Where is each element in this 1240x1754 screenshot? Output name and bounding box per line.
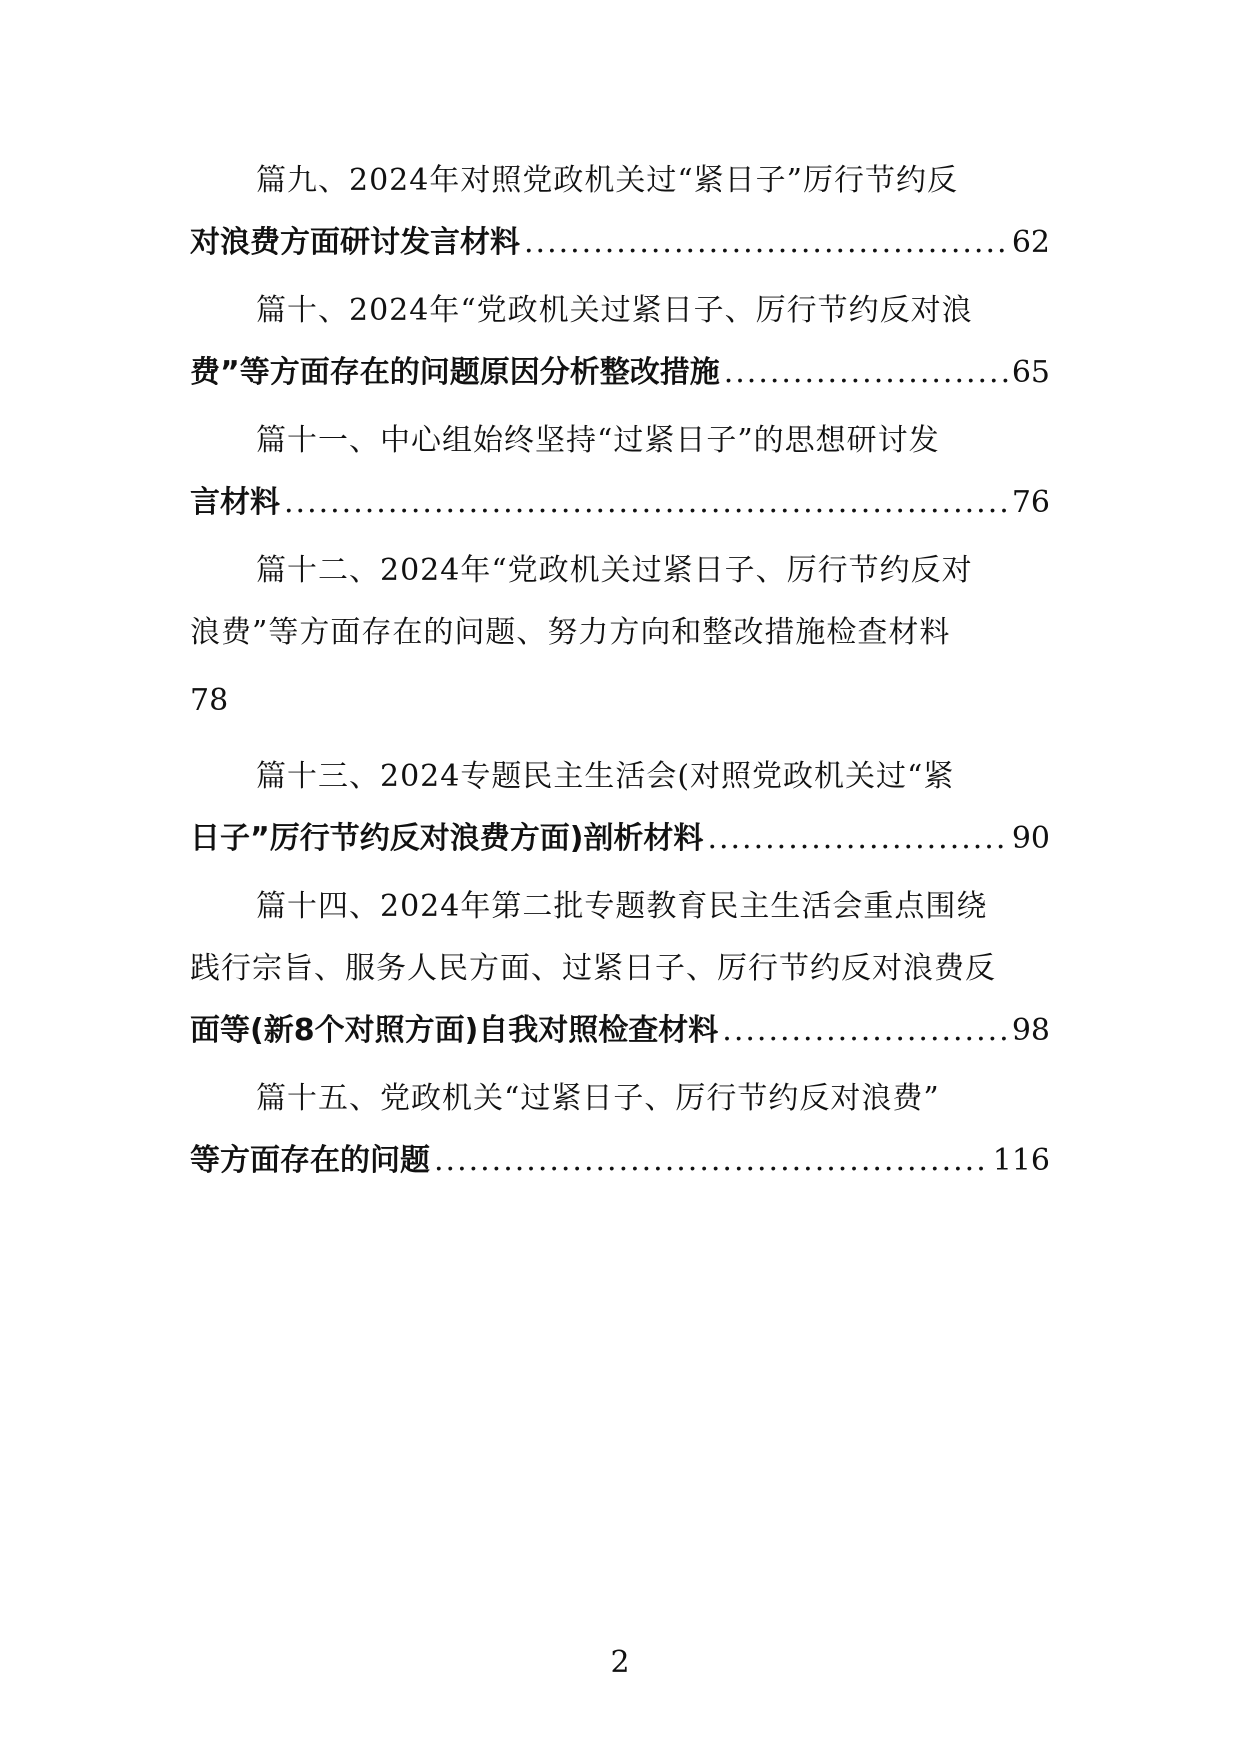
toc-entry-title: 篇十五、党政机关“过紧日子、厉行节约反对浪费”: [256, 1081, 940, 1116]
toc-entry-title: 篇十二、2024年“党政机关过紧日子、厉行节约反对: [256, 553, 973, 588]
toc-entry-title: 篇九、2024年对照党政机关过“紧日子”厉行节约反: [256, 163, 959, 198]
toc-entry-continuation: [190, 472, 1050, 534]
toc-entry-title: 篇十四、2024年第二批专题教育民主生活会重点围绕: [256, 889, 988, 924]
toc-entry-continuation: [190, 212, 1050, 274]
toc-entry-continuation: [190, 342, 1050, 404]
page-number-footer: 2: [610, 1645, 630, 1680]
toc-entry[interactable]: [190, 876, 1050, 1062]
toc-leader-dots: [707, 808, 1007, 870]
toc-entry-text: 言材料: [190, 485, 280, 520]
toc-entry[interactable]: [190, 410, 1050, 534]
toc-entry-text: 面等(新8个对照方面)自我对照检查材料: [190, 1013, 719, 1048]
toc-entry-continuation: [190, 1000, 1050, 1062]
toc-leader-dots: [524, 212, 1008, 274]
toc-entry-text: 费”等方面存在的问题原因分析整改措施: [190, 355, 720, 390]
toc-leader-dots: [434, 1130, 989, 1192]
toc-entry-text: 日子”厉行节约反对浪费方面)剖析材料: [190, 821, 704, 856]
toc-leader-dots: [724, 342, 1008, 404]
toc-entry-title: 篇十、2024年“党政机关过紧日子、厉行节约反对浪: [256, 293, 973, 328]
toc-page-number: 78: [190, 683, 229, 718]
toc-entry-continuation: [190, 1130, 1050, 1192]
toc-entry-title: 篇十三、2024专题民主生活会(对照党政机关过“紧: [256, 759, 955, 794]
toc-page-number: 98: [1011, 1013, 1050, 1048]
toc-page-number: 62: [1011, 225, 1050, 260]
toc-leader-dots: [722, 1000, 1008, 1062]
toc-entry[interactable]: [190, 150, 1050, 274]
toc-entry-continuation: 践行宗旨、服务人民方面、过紧日子、厉行节约反对浪费反: [190, 951, 996, 986]
table-of-contents: [190, 150, 1050, 1192]
toc-entry-text: 对浪费方面研讨发言材料: [190, 225, 520, 260]
toc-page-number: 90: [1011, 821, 1050, 856]
toc-entry[interactable]: [190, 1068, 1050, 1192]
toc-leader-dots: [284, 472, 1008, 534]
toc-entry[interactable]: [190, 540, 1050, 732]
toc-entry-title: 篇十一、中心组始终坚持“过紧日子”的思想研讨发: [256, 423, 940, 458]
toc-entry[interactable]: [190, 280, 1050, 404]
toc-page-number: 76: [1011, 485, 1050, 520]
toc-page-number: 116: [992, 1143, 1050, 1178]
toc-entry-continuation: [190, 808, 1050, 870]
toc-entry[interactable]: [190, 746, 1050, 870]
toc-entry-continuation: 浪费”等方面存在的问题、努力方向和整改措施检查材料: [190, 615, 951, 650]
toc-entry-text: 等方面存在的问题: [190, 1143, 430, 1178]
toc-page-number: 65: [1011, 355, 1050, 390]
